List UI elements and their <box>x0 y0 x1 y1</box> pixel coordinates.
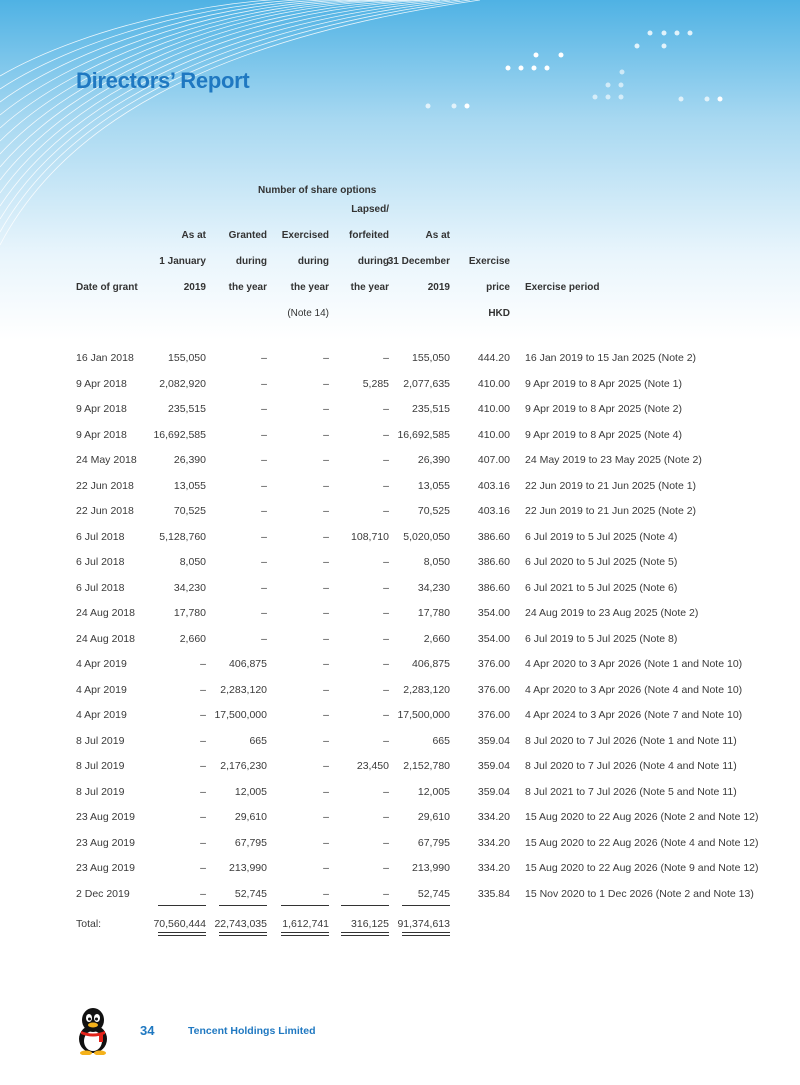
table-cell-period: 22 Jun 2019 to 21 Jun 2025 (Note 2) <box>525 505 697 517</box>
table-cell-price: 354.00 <box>477 607 510 619</box>
total-cell-jan: 70,560,444 <box>153 917 206 930</box>
table-cell-lapsed: – <box>383 734 389 747</box>
table-cell-jan: 8,050 <box>179 556 206 568</box>
table-cell-price: 359.04 <box>477 760 510 772</box>
total-double-rule <box>281 932 329 936</box>
table-cell-jan: – <box>200 760 206 772</box>
table-cell-exercised: – <box>323 403 329 415</box>
table-cell-date: 24 May 2018 <box>76 454 137 466</box>
table-cell-exercised: – <box>323 836 329 849</box>
table-cell-price: 359.04 <box>477 785 510 798</box>
table-cell-lapsed: – <box>383 811 389 823</box>
column-header-lapsed: Lapsed/ <box>351 204 389 215</box>
table-cell-exercised: – <box>323 658 329 670</box>
table-cell-exercised: – <box>323 760 329 772</box>
table-cell-granted: 2,283,120 <box>220 683 267 696</box>
table-cell-exercised: – <box>323 428 329 441</box>
table-cell-granted: 406,875 <box>229 658 267 670</box>
table-cell-lapsed: – <box>383 862 389 874</box>
table-cell-price: 334.20 <box>477 811 510 823</box>
table-cell-price: 376.00 <box>477 683 510 696</box>
table-cell-granted: – <box>261 581 267 594</box>
table-cell-exercised: – <box>323 734 329 747</box>
table-cell-exercised: – <box>323 581 329 594</box>
table-cell-period: 6 Jul 2020 to 5 Jul 2025 (Note 5) <box>525 556 678 568</box>
page-title: Directors’ Report <box>76 68 250 93</box>
subtotal-rule <box>341 905 389 906</box>
table-cell-lapsed: 23,450 <box>356 760 389 772</box>
table-cell-exercised: – <box>323 479 329 492</box>
table-cell-jan: 2,660 <box>179 632 206 645</box>
table-cell-date: 23 Aug 2019 <box>76 836 135 849</box>
table-cell-jan: – <box>200 887 206 900</box>
table-cell-granted: – <box>261 632 267 645</box>
table-cell-jan: 16,692,585 <box>153 428 206 441</box>
column-header-dec: 2019 <box>427 282 450 293</box>
column-header-jan: 1 January <box>159 256 206 267</box>
table-cell-exercised: – <box>323 785 329 798</box>
column-header-dec: As at <box>425 230 450 241</box>
table-cell-period: 15 Aug 2020 to 22 Aug 2026 (Note 2 and Note 12) <box>525 811 759 823</box>
table-cell-jan: 235,515 <box>168 403 206 415</box>
table-cell-jan: 5,128,760 <box>159 530 206 543</box>
table-cell-dec: 29,610 <box>417 811 450 823</box>
column-header-dec: 31 December <box>387 256 450 267</box>
table-cell-dec: 155,050 <box>412 352 450 364</box>
table-cell-period: 8 Jul 2021 to 7 Jul 2026 (Note 5 and Note 11) <box>525 785 737 798</box>
table-cell-period: 24 May 2019 to 23 May 2025 (Note 2) <box>525 454 702 466</box>
table-cell-jan: 2,082,920 <box>159 377 206 390</box>
table-cell-granted: – <box>261 403 267 415</box>
column-header-exercised: Exercised <box>281 230 329 241</box>
table-cell-granted: – <box>261 352 267 364</box>
subtotal-rule <box>158 905 206 906</box>
table-cell-date: 9 Apr 2018 <box>76 428 127 441</box>
table-cell-exercised: – <box>323 887 329 900</box>
page-number: 34 <box>140 1023 155 1038</box>
table-cell-jan: 34,230 <box>173 581 206 594</box>
table-cell-exercised: – <box>323 556 329 568</box>
penguin-icon <box>72 1005 114 1055</box>
table-cell-period: 24 Aug 2019 to 23 Aug 2025 (Note 2) <box>525 607 699 619</box>
table-cell-exercised: – <box>323 709 329 721</box>
table-cell-period: 15 Aug 2020 to 22 Aug 2026 (Note 4 and Note 12) <box>525 836 759 849</box>
table-cell-dec: 2,283,120 <box>403 683 450 696</box>
table-cell-price: 376.00 <box>477 709 510 721</box>
table-cell-period: 6 Jul 2019 to 5 Jul 2025 (Note 4) <box>525 530 678 543</box>
table-cell-granted: 213,990 <box>229 862 267 874</box>
table-cell-jan: – <box>200 709 206 721</box>
table-cell-price: 334.20 <box>477 862 510 874</box>
table-cell-price: 386.60 <box>477 556 510 568</box>
table-cell-lapsed: – <box>383 479 389 492</box>
table-cell-period: 15 Nov 2020 to 1 Dec 2026 (Note 2 and Note 13) <box>525 887 754 900</box>
table-cell-dec: 12,005 <box>417 785 450 798</box>
group-header: Number of share options <box>258 185 377 196</box>
table-cell-lapsed: – <box>383 709 389 721</box>
table-cell-exercised: – <box>323 454 329 466</box>
table-cell-date: 9 Apr 2018 <box>76 403 127 415</box>
table-cell-jan: – <box>200 862 206 874</box>
table-cell-jan: 155,050 <box>168 352 206 364</box>
column-header-exercised: during <box>297 256 329 267</box>
total-cell-granted: 22,743,035 <box>214 917 267 930</box>
table-cell-lapsed: – <box>383 403 389 415</box>
table-cell-period: 15 Aug 2020 to 22 Aug 2026 (Note 9 and Note 12) <box>525 862 759 874</box>
table-cell-period: 9 Apr 2019 to 8 Apr 2025 (Note 1) <box>525 377 683 390</box>
table-cell-date: 9 Apr 2018 <box>76 377 127 390</box>
table-cell-date: 4 Apr 2019 <box>76 658 127 670</box>
table-cell-period: 9 Apr 2019 to 8 Apr 2025 (Note 2) <box>525 403 683 415</box>
table-cell-granted: 52,745 <box>234 887 267 900</box>
table-cell-jan: – <box>200 811 206 823</box>
table-cell-dec: 2,660 <box>423 632 450 645</box>
table-cell-period: 8 Jul 2020 to 7 Jul 2026 (Note 4 and Note 11) <box>525 760 737 772</box>
table-cell-date: 8 Jul 2019 <box>76 785 125 798</box>
table-cell-lapsed: – <box>383 607 389 619</box>
column-note-exercised: (Note 14) <box>287 308 329 319</box>
column-header-granted: during <box>235 256 267 267</box>
table-cell-date: 6 Jul 2018 <box>76 581 125 594</box>
total-double-rule <box>219 932 267 936</box>
total-cell-lapsed: 316,125 <box>351 917 389 930</box>
table-cell-jan: – <box>200 683 206 696</box>
column-header-lapsed: the year <box>350 282 389 293</box>
table-cell-date: 2 Dec 2019 <box>76 887 130 900</box>
table-cell-lapsed: – <box>383 836 389 849</box>
table-cell-period: 16 Jan 2019 to 15 Jan 2025 (Note 2) <box>525 352 697 364</box>
table-cell-dec: 235,515 <box>412 403 450 415</box>
table-cell-date: 23 Aug 2019 <box>76 811 135 823</box>
table-cell-jan: – <box>200 785 206 798</box>
table-cell-granted: – <box>261 556 267 568</box>
table-cell-lapsed: – <box>383 454 389 466</box>
table-cell-date: 23 Aug 2019 <box>76 862 135 874</box>
table-cell-price: 403.16 <box>477 479 510 492</box>
table-cell-dec: 665 <box>432 734 450 747</box>
table-cell-lapsed: – <box>383 556 389 568</box>
table-cell-lapsed: – <box>383 683 389 696</box>
table-cell-jan: – <box>200 734 206 747</box>
table-cell-date: 22 Jun 2018 <box>76 505 134 517</box>
subtotal-rule <box>219 905 267 906</box>
subtotal-rule <box>402 905 450 906</box>
column-header-lapsed: forfeited <box>349 230 389 241</box>
table-cell-lapsed: – <box>383 785 389 798</box>
table-cell-exercised: – <box>323 377 329 390</box>
column-header-granted: the year <box>228 282 267 293</box>
table-cell-exercised: – <box>323 505 329 517</box>
table-cell-price: 410.00 <box>477 403 510 415</box>
table-cell-exercised: – <box>323 352 329 364</box>
table-cell-granted: – <box>261 530 267 543</box>
table-cell-granted: – <box>261 505 267 517</box>
table-cell-dec: 34,230 <box>417 581 450 594</box>
table-cell-exercised: – <box>323 811 329 823</box>
table-cell-dec: 2,152,780 <box>403 760 450 772</box>
table-cell-period: 4 Apr 2024 to 3 Apr 2026 (Note 7 and Note 10) <box>525 709 743 721</box>
table-cell-dec: 2,077,635 <box>403 377 450 390</box>
table-cell-price: 335.84 <box>477 887 510 900</box>
table-cell-jan: 17,780 <box>173 607 206 619</box>
table-cell-granted: 12,005 <box>234 785 267 798</box>
total-cell-date: Total: <box>76 917 102 930</box>
table-cell-dec: 406,875 <box>412 658 450 670</box>
table-cell-lapsed: – <box>383 581 389 594</box>
table-cell-date: 24 Aug 2018 <box>76 632 135 645</box>
table-cell-granted: 665 <box>249 734 267 747</box>
table-cell-lapsed: – <box>383 632 389 645</box>
column-header-jan: 2019 <box>183 282 206 293</box>
column-header-jan: As at <box>181 230 206 241</box>
table-cell-lapsed: 108,710 <box>351 530 389 543</box>
company-name: Tencent Holdings Limited <box>188 1025 316 1037</box>
table-cell-price: 410.00 <box>477 428 510 441</box>
table-cell-granted: 29,610 <box>234 811 267 823</box>
table-cell-period: 22 Jun 2019 to 21 Jun 2025 (Note 1) <box>525 479 697 492</box>
table-cell-date: 16 Jan 2018 <box>76 352 134 364</box>
total-cell-exercised: 1,612,741 <box>282 917 329 930</box>
table-cell-price: 410.00 <box>477 377 510 390</box>
table-cell-granted: – <box>261 479 267 492</box>
table-cell-date: 6 Jul 2018 <box>76 556 125 568</box>
table-cell-lapsed: – <box>383 658 389 670</box>
column-header-price: Exercise <box>468 256 510 267</box>
table-cell-granted: – <box>261 428 267 441</box>
subtotal-rule <box>281 905 329 906</box>
table-cell-date: 22 Jun 2018 <box>76 479 134 492</box>
table-cell-period: 9 Apr 2019 to 8 Apr 2025 (Note 4) <box>525 428 683 441</box>
table-cell-dec: 5,020,050 <box>403 530 450 543</box>
table-cell-price: 354.00 <box>477 632 510 645</box>
table-cell-dec: 13,055 <box>417 479 450 492</box>
table-cell-jan: 13,055 <box>173 479 206 492</box>
table-cell-date: 8 Jul 2019 <box>76 734 125 747</box>
table-cell-granted: – <box>261 607 267 619</box>
table-cell-exercised: – <box>323 683 329 696</box>
table-cell-jan: – <box>200 658 206 670</box>
table-cell-dec: 8,050 <box>423 556 450 568</box>
table-cell-lapsed: – <box>383 887 389 900</box>
table-cell-date: 4 Apr 2019 <box>76 709 127 721</box>
table-cell-price: 376.00 <box>477 658 510 670</box>
table-cell-lapsed: – <box>383 505 389 517</box>
table-cell-exercised: – <box>323 862 329 874</box>
table-cell-date: 8 Jul 2019 <box>76 760 125 772</box>
table-cell-price: 403.16 <box>477 505 510 517</box>
table-cell-granted: 2,176,230 <box>220 760 267 772</box>
table-cell-period: 6 Jul 2019 to 5 Jul 2025 (Note 8) <box>525 632 678 645</box>
table-cell-price: 386.60 <box>477 581 510 594</box>
table-cell-date: 24 Aug 2018 <box>76 607 135 619</box>
table-cell-price: 407.00 <box>477 454 510 466</box>
column-header-lapsed: during <box>357 256 389 267</box>
table-cell-price: 334.20 <box>477 836 510 849</box>
column-unit-price: HKD <box>488 308 510 319</box>
total-cell-dec: 91,374,613 <box>397 917 450 930</box>
table-cell-dec: 26,390 <box>417 454 450 466</box>
table-cell-granted: – <box>261 454 267 466</box>
total-double-rule <box>158 932 206 936</box>
table-cell-jan: 26,390 <box>173 454 206 466</box>
table-cell-lapsed: 5,285 <box>362 377 389 390</box>
column-header-exercised: the year <box>290 282 329 293</box>
table-cell-period: 8 Jul 2020 to 7 Jul 2026 (Note 1 and Note 11) <box>525 734 737 747</box>
table-cell-dec: 17,780 <box>417 607 450 619</box>
table-cell-dec: 52,745 <box>417 887 450 900</box>
table-cell-dec: 213,990 <box>412 862 450 874</box>
column-header-date: Date of grant <box>76 282 138 293</box>
total-double-rule <box>402 932 450 936</box>
table-cell-price: 444.20 <box>477 352 510 364</box>
table-cell-dec: 70,525 <box>417 505 450 517</box>
table-cell-granted: 67,795 <box>234 836 267 849</box>
table-cell-dec: 16,692,585 <box>397 428 450 441</box>
table-cell-granted: – <box>261 377 267 390</box>
table-cell-period: 4 Apr 2020 to 3 Apr 2026 (Note 4 and Note 10) <box>525 683 743 696</box>
column-header-period: Exercise period <box>525 282 600 293</box>
total-double-rule <box>341 932 389 936</box>
table-cell-exercised: – <box>323 530 329 543</box>
column-header-granted: Granted <box>228 230 267 241</box>
table-cell-period: 4 Apr 2020 to 3 Apr 2026 (Note 1 and Note 10) <box>525 658 743 670</box>
table-cell-granted: 17,500,000 <box>214 709 267 721</box>
table-cell-lapsed: – <box>383 428 389 441</box>
table-cell-exercised: – <box>323 632 329 645</box>
table-cell-dec: 67,795 <box>417 836 450 849</box>
table-cell-price: 359.04 <box>477 734 510 747</box>
table-cell-date: 4 Apr 2019 <box>76 683 127 696</box>
table-cell-lapsed: – <box>383 352 389 364</box>
table-cell-date: 6 Jul 2018 <box>76 530 125 543</box>
table-cell-jan: – <box>200 836 206 849</box>
table-cell-period: 6 Jul 2021 to 5 Jul 2025 (Note 6) <box>525 581 678 594</box>
column-header-price: price <box>486 282 510 293</box>
table-cell-dec: 17,500,000 <box>397 709 450 721</box>
table-cell-price: 386.60 <box>477 530 510 543</box>
table-cell-jan: 70,525 <box>173 505 206 517</box>
table-cell-exercised: – <box>323 607 329 619</box>
